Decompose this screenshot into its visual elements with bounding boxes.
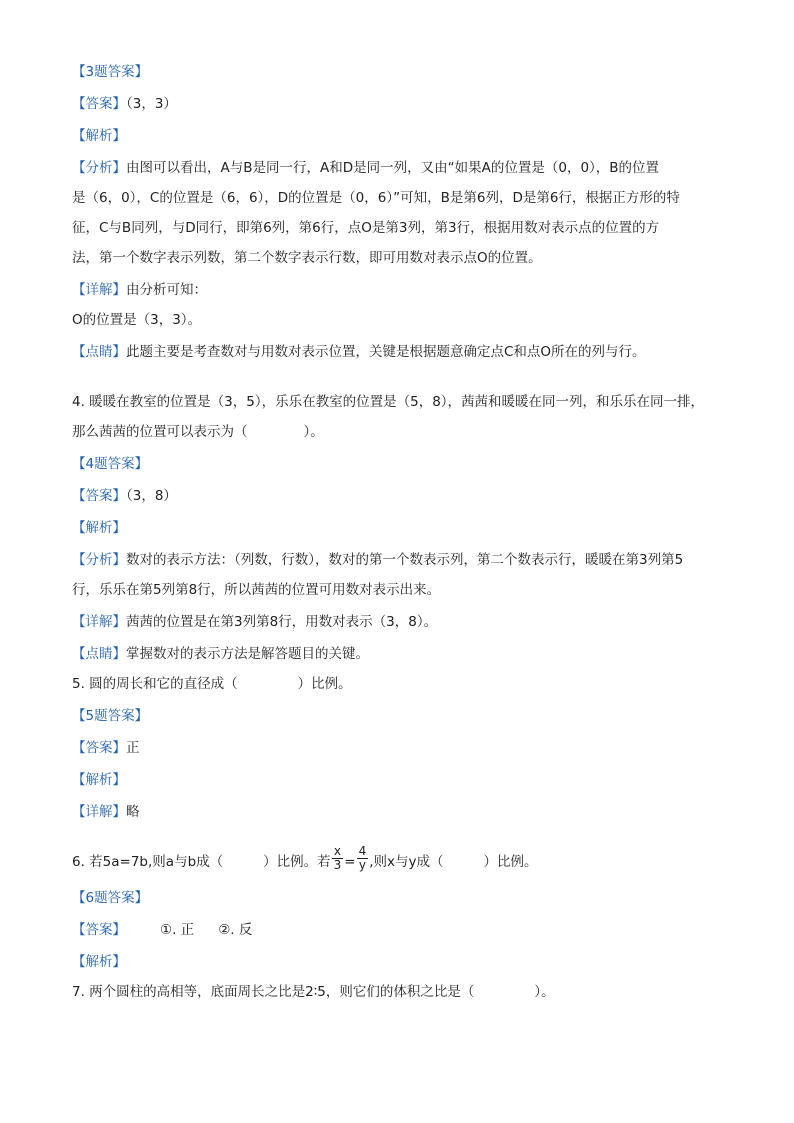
q3-detail-line-2: O的位置是（3，3）。 — [72, 312, 202, 328]
q4-fenxi-line-2: 行，乐乐在第5列第8行，所以茜茜的位置可用数对表示出来。 — [72, 582, 441, 598]
q6-question-text-d: ）比例。 — [483, 854, 538, 870]
q4-fenxi-text-1: 数对的表示方法：（列数，行数），数对的第一个数表示列，第二个数表示行，暖暖在第3列第5 — [126, 552, 684, 568]
q6-answer-option-2: ②. 反 — [218, 922, 253, 938]
q3-dianjing — [72, 342, 732, 362]
q4-analysis-title: 【解析】 — [72, 520, 126, 536]
q6-question — [72, 843, 732, 876]
q5-question-text-a: 5. 圆的周长和它的直径成（ — [72, 676, 238, 692]
q6-frac2-numerator: 4 — [358, 843, 367, 858]
q4-dianjing-text: 掌握数对的表示方法是解答题目的关键。 — [126, 646, 369, 662]
q3-dianjing-tag: 【点睛】 — [72, 344, 126, 360]
q4-answer-value: （3，8） — [126, 488, 177, 504]
q5-detail-text: 略 — [126, 804, 140, 820]
q4-answer — [72, 486, 732, 506]
q4-question-line-2 — [72, 422, 732, 442]
q4-question-line-1: 4. 暖暖在教室的位置是（3，5），乐乐在教室的位置是（5，8），茜茜和暖暖在同一列，和乐乐在同一排， — [72, 394, 705, 410]
q3-dianjing-text: 此题主要是考查数对与用数对表示位置，关键是根据题意确定点C和点O所在的列与行。 — [126, 344, 646, 360]
q3-detail-line-1 — [72, 280, 732, 300]
q5-answer-title: 【5题答案】 — [72, 708, 149, 724]
q5-answer — [72, 738, 732, 758]
q6-analysis-title: 【解析】 — [72, 954, 126, 970]
q3-answer-tag: 【答案】 — [72, 96, 126, 112]
q3-fenxi-line-1 — [72, 158, 732, 178]
q3-analysis-title: 【解析】 — [72, 128, 126, 144]
q3-fenxi-line-4: 法，第一个数字表示列数，第二个数字表示行数，即可用数对表示点O的位置。 — [72, 250, 542, 266]
q4-dianjing — [72, 644, 732, 664]
q6-equals: = — [344, 854, 356, 870]
q4-detail-text: 茜茜的位置是在第3列第8行，用数对表示（3，8）。 — [126, 614, 438, 630]
q6-answer — [72, 920, 732, 940]
q4-detail-tag: 【详解】 — [72, 614, 126, 630]
q4-detail — [72, 612, 732, 632]
q4-question-text-b: ）。 — [303, 424, 324, 440]
q7-question-text-b: ）。 — [534, 984, 555, 1000]
q5-analysis-title: 【解析】 — [72, 772, 126, 788]
q5-answer-value: 正 — [126, 740, 140, 756]
q6-frac2-denominator: y — [358, 857, 366, 872]
q6-question-text-b: ）比例。若 — [263, 854, 331, 870]
q4-answer-tag: 【答案】 — [72, 488, 126, 504]
document-page — [72, 62, 732, 1002]
q6-question-text-c: ,则x与y成（ — [369, 854, 444, 870]
q4-fenxi-line-1 — [72, 550, 732, 570]
q6-answer-tag: 【答案】 — [72, 922, 126, 938]
q3-answer — [72, 94, 732, 114]
q3-answer-value: （3，3） — [126, 96, 177, 112]
q6-fraction-x-over-3 — [332, 845, 344, 872]
q5-answer-tag: 【答案】 — [72, 740, 126, 756]
q3-fenxi-text-1: 由图可以看出，A与B是同一行，A和D是同一列，又由“如果A的位置是（0，0），B的位置 — [126, 160, 660, 176]
q5-detail-tag: 【详解】 — [72, 804, 126, 820]
q7-question-text-a: 7. 两个圆柱的高相等，底面周长之比是2∶5，则它们的体积之比是（ — [72, 984, 475, 1000]
q7-question — [72, 982, 732, 1002]
q5-question-text-b: ）比例。 — [297, 676, 352, 692]
q3-fenxi-line-2: 是（6，0），C的位置是（6，6），D的位置是（0，6）”可知，B是第6列，D是第6行，根据正方形的特 — [72, 190, 680, 206]
q6-answer-title: 【6题答案】 — [72, 890, 149, 906]
q6-answer-option-1: ①. 正 — [160, 922, 195, 938]
q3-answer-title: 【3题答案】 — [72, 64, 149, 80]
q3-fenxi-line-3: 征，C与B同列，与D同行，即第6列，第6行，点O是第3列，第3行，根据用数对表示点的位置的方 — [72, 220, 660, 236]
q6-frac1-denominator: 3 — [333, 857, 342, 872]
q6-fraction-4-over-y — [357, 845, 369, 872]
q4-answer-title: 【4题答案】 — [72, 456, 149, 472]
q4-question-text-a: 那么茜茜的位置可以表示为（ — [72, 424, 248, 440]
q5-detail — [72, 802, 732, 822]
q3-detail-text-1: 由分析可知： — [126, 282, 207, 298]
q5-question — [72, 674, 732, 694]
q4-fenxi-tag: 【分析】 — [72, 552, 126, 568]
q3-detail-tag: 【详解】 — [72, 282, 126, 298]
q6-question-text-a: 6. 若5a=7b,则a与b成（ — [72, 854, 224, 870]
q6-frac1-numerator: x — [332, 845, 344, 859]
q3-fenxi-tag: 【分析】 — [72, 160, 126, 176]
q4-dianjing-tag: 【点睛】 — [72, 646, 126, 662]
